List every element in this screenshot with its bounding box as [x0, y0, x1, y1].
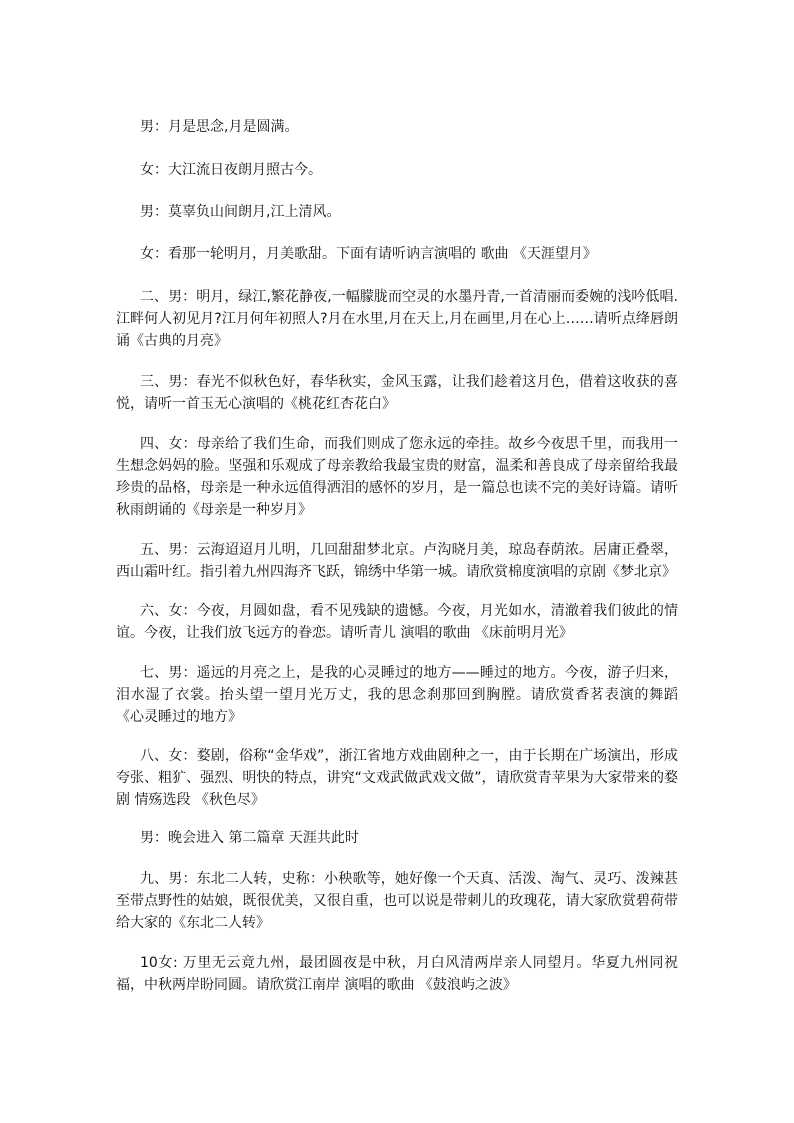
paragraph-6: 三、男：春光不似秋色好，春华秋实，金风玉露，让我们趁着这月色，借着这收获的喜悦，请听一首玉无心演唱的《桃花红杏花白》 — [116, 374, 678, 412]
paragraph-4: 女：看那一轮明月，月美歌甜。下面有请听讷言演唱的 歌曲 《天涯望月》 — [140, 246, 597, 262]
paragraph-9: 六、女：今夜，月圆如盘，看不见残缺的遗憾。今夜，月光如水，清澈着我们彼此的情谊。今夜，让我们放飞远方的眷恋。请听青儿 演唱的歌曲 《床前明月光》 — [116, 603, 678, 641]
paragraph-12: 男：晚会进入 第二篇章 天涯共此时 — [140, 830, 359, 846]
paragraph-8: 五、男：云海迢迢月儿明，几回甜甜梦北京。卢沟晓月美，琼岛春荫浓。居庸正叠翠，西山霜叶红。指引着九州四海齐飞跃，锦绣中华第一城。请欣赏棉度演唱的京剧《梦北京》 — [116, 542, 678, 580]
paragraph-2: 女：大江流日夜朗月照古今。 — [140, 162, 322, 178]
paragraph-7: 四、女：母亲给了我们生命，而我们则成了您永远的牵挂。故乡今夜思千里，而我用一生想念妈妈的脸。坚强和乐观成了母亲教给我最宝贵的财富，温柔和善良成了母亲留给我最珍贵的品格，母亲是一种永远值得洒泪的感怀的岁月，是一篇总也读不完的美好诗篇。请听秋雨朗诵的《母亲是一种岁月》 — [116, 436, 678, 518]
paragraph-13: 九、男：东北二人转，史称：小秧歌等，她好像一个天真、活泼、淘气、灵巧、泼辣甚至带点野性的姑娘，既很优美，又很自重，也可以说是带刺儿的玫瑰花，请大家欣赏碧荷带给大家的《东北二人转》 — [116, 871, 678, 931]
paragraph-5: 二、男：明月，绿江,繁花静夜,一幅朦胧而空灵的水墨丹青,一首清丽而委婉的浅吟低唱.江畔何人初见月?江月何年初照人?月在水里,月在天上,月在画里,月在心上……请听点绛唇朗诵《古典的月亮》 — [116, 289, 678, 349]
paragraph-1: 男：月是思念,月是圆满。 — [140, 119, 299, 135]
paragraph-10: 七、男：遥远的月亮之上，是我的心灵睡过的地方——睡过的地方。今夜，游子归来，泪水湿了衣裳。抬头望一望月光万丈，我的思念刹那回到胸膛。请欣赏香茗表演的舞蹈 《心灵睡过的地方》 — [116, 665, 678, 725]
paragraph-11: 八、女：婺剧，俗称“金华戏”，浙江省地方戏曲剧种之一，由于长期在广场演出，形成夸张、粗犷、强烈、明快的特点，讲究“文戏武做武戏文做”，请欣赏青苹果为大家带来的婺剧 情殇选段 《秋色尽》 — [116, 748, 678, 808]
paragraph-3: 男：莫辜负山间朗月,江上清风。 — [140, 204, 341, 220]
paragraph-14: 10女: 万里无云竟九州，最团圆夜是中秋，月白风清两岸亲人同望月。华夏九州同祝福，中秋两岸盼同圆。请欣赏江南岸 演唱的歌曲 《鼓浪屿之波》 — [116, 955, 678, 993]
